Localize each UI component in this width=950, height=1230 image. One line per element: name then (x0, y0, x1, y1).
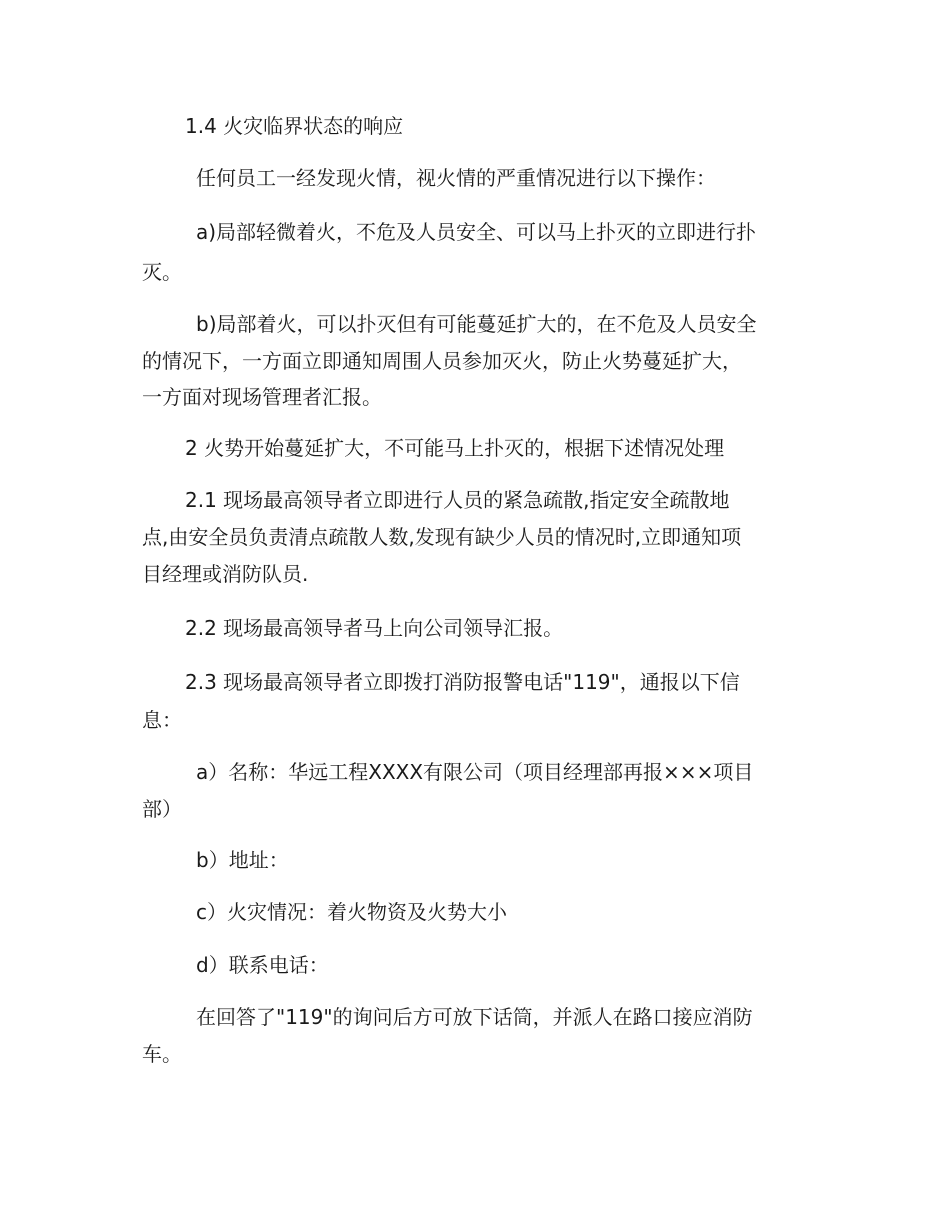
item-a-line-2: 灭。 (142, 260, 182, 284)
section-2-3-line-2: 息： (142, 708, 182, 732)
section-2-3-line-1: 2.3 现场最高领导者立即拨打消防报警电话"119"，通报以下信 (185, 670, 740, 694)
section-heading-1-4: 1.4 火灾临界状态的响应 (185, 114, 404, 138)
info-a-line-2: 部） (142, 797, 182, 821)
section-2-2: 2.2 现场最高领导者马上向公司领导汇报。 (185, 616, 564, 640)
item-b-line-3: 一方面对现场管理者汇报。 (142, 385, 382, 409)
section-2-1-line-1: 2.1 现场最高领导者立即进行人员的紧急疏散,指定安全疏散地 (185, 488, 730, 512)
section-heading-2: 2 火势开始蔓延扩大，不可能马上扑灭的，根据下述情况处理 (185, 436, 725, 460)
closing-line-1: 在回答了"119"的询问后方可放下话筒，并派人在路口接应消防 (196, 1005, 753, 1029)
section-2-1-line-3: 目经理或消防队员. (142, 562, 309, 586)
info-a-line-1: a）名称：华远工程XXXX有限公司（项目经理部再报×××项目 (196, 760, 754, 784)
section-2-1-line-2: 点,由安全员负责清点疏散人数,发现有缺少人员的情况时,立即通知项 (142, 525, 742, 549)
info-d: d）联系电话： (196, 953, 329, 977)
intro-paragraph: 任何员工一经发现火情，视火情的严重情况进行以下操作： (196, 166, 716, 190)
info-c: c）火灾情况：着火物资及火势大小 (196, 900, 507, 924)
closing-line-2: 车。 (142, 1042, 182, 1066)
item-a-line-1: a)局部轻微着火，不危及人员安全、可以马上扑灭的立即进行扑 (196, 220, 757, 244)
info-b: b）地址： (196, 848, 289, 872)
item-b-line-1: b)局部着火，可以扑灭但有可能蔓延扩大的，在不危及人员安全 (196, 312, 757, 336)
item-b-line-2: 的情况下，一方面立即通知周围人员参加灭火，防止火势蔓延扩大， (142, 349, 742, 373)
